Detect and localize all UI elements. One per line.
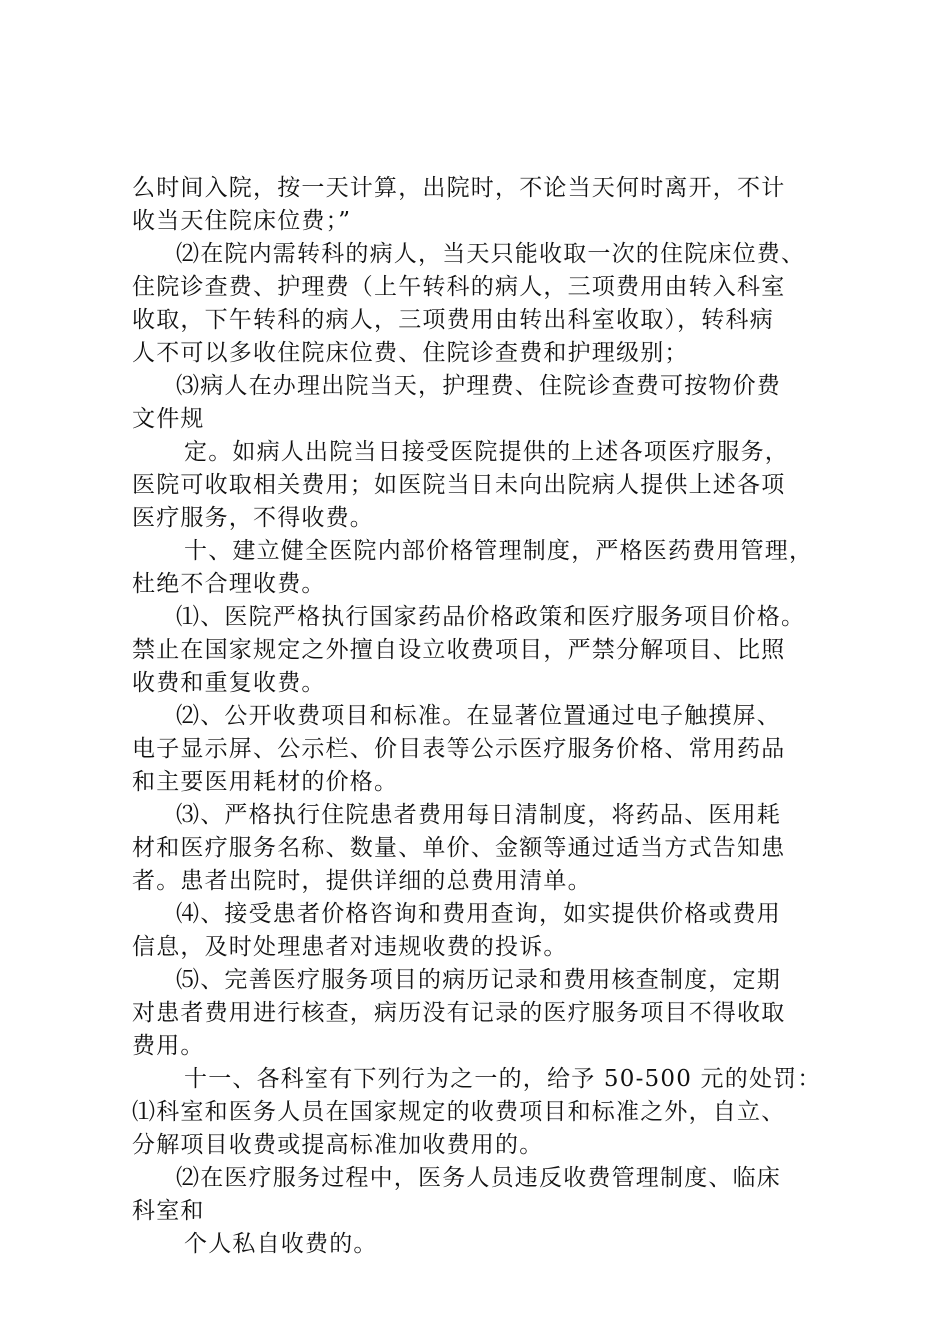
text-line: 十一、各科室有下列行为之一的，给予 50-500 元的处罚：: [184, 1066, 822, 1092]
text-line: 医院可收取相关费用；如医院当日未向出院病人提供上述各项: [132, 472, 786, 498]
text-line: ⑵、公开收费项目和标准。在显著位置通过电子触摸屏、: [176, 703, 781, 729]
text-line: ⑸、完善医疗服务项目的病历记录和费用核查制度，定期: [176, 967, 781, 993]
text-line: ⑵在院内需转科的病人，当天只能收取一次的住院床位费、: [176, 241, 806, 267]
text-line: 医疗服务，不得收费。: [132, 505, 374, 531]
text-line: 收当天住院床位费；”: [132, 208, 352, 234]
text-line: 住院诊查费、护理费（上午转科的病人，三项费用由转入科室: [132, 274, 786, 300]
text-line: 么时间入院，按一天计算，出院时，不论当天何时离开，不计: [132, 175, 786, 201]
text-line: ⑵在医疗服务过程中，医务人员违反收费管理制度、临床: [176, 1165, 781, 1191]
text-line: 分解项目收费或提高标准加收费用的。: [132, 1132, 544, 1158]
text-line: 十、建立健全医院内部价格管理制度，严格医药费用管理，: [184, 538, 814, 564]
text-line: 电子显示屏、公示栏、价目表等公示医疗服务价格、常用药品: [132, 736, 786, 762]
text-line: 科室和: [132, 1198, 205, 1224]
text-line: 和主要医用耗材的价格。: [132, 769, 399, 795]
text-line: 禁止在国家规定之外擅自设立收费项目，严禁分解项目、比照: [132, 637, 786, 663]
text-line: 信息，及时处理患者对违规收费的投诉。: [132, 934, 568, 960]
document-body: [132, 172, 832, 1261]
text-line: 者。患者出院时，提供详细的总费用清单。: [132, 868, 592, 894]
text-line: 对患者费用进行核查，病历没有记录的医疗服务项目不得收取: [132, 1000, 786, 1026]
text-line: 材和医疗服务名称、数量、单价、金额等通过适当方式告知患: [132, 835, 786, 861]
text-line: 人不可以多收住院床位费、住院诊查费和护理级别；: [132, 340, 689, 366]
text-line: 费用。: [132, 1033, 205, 1059]
text-line: 文件规: [132, 406, 205, 432]
text-line: ⑷、接受患者价格咨询和费用查询，如实提供价格或费用: [176, 901, 781, 927]
text-line: 个人私自收费的。: [184, 1231, 378, 1257]
text-line: 定。如病人出院当日接受医院提供的上述各项医疗服务，: [184, 439, 789, 465]
text-line: ⑶、严格执行住院患者费用每日清制度，将药品、医用耗: [176, 802, 781, 828]
text-line: 收取，下午转科的病人，三项费用由转出科室收取），转科病: [132, 307, 774, 333]
text-line: 收费和重复收费。: [132, 670, 326, 696]
text-line: ⑶病人在办理出院当天，护理费、住院诊查费可按物价费: [176, 373, 781, 399]
text-line: 杜绝不合理收费。: [132, 571, 326, 597]
text-line: ⑴科室和医务人员在国家规定的收费项目和标准之外，自立、: [132, 1099, 786, 1125]
text-line: ⑴、医院严格执行国家药品价格政策和医疗服务项目价格。: [176, 604, 806, 630]
